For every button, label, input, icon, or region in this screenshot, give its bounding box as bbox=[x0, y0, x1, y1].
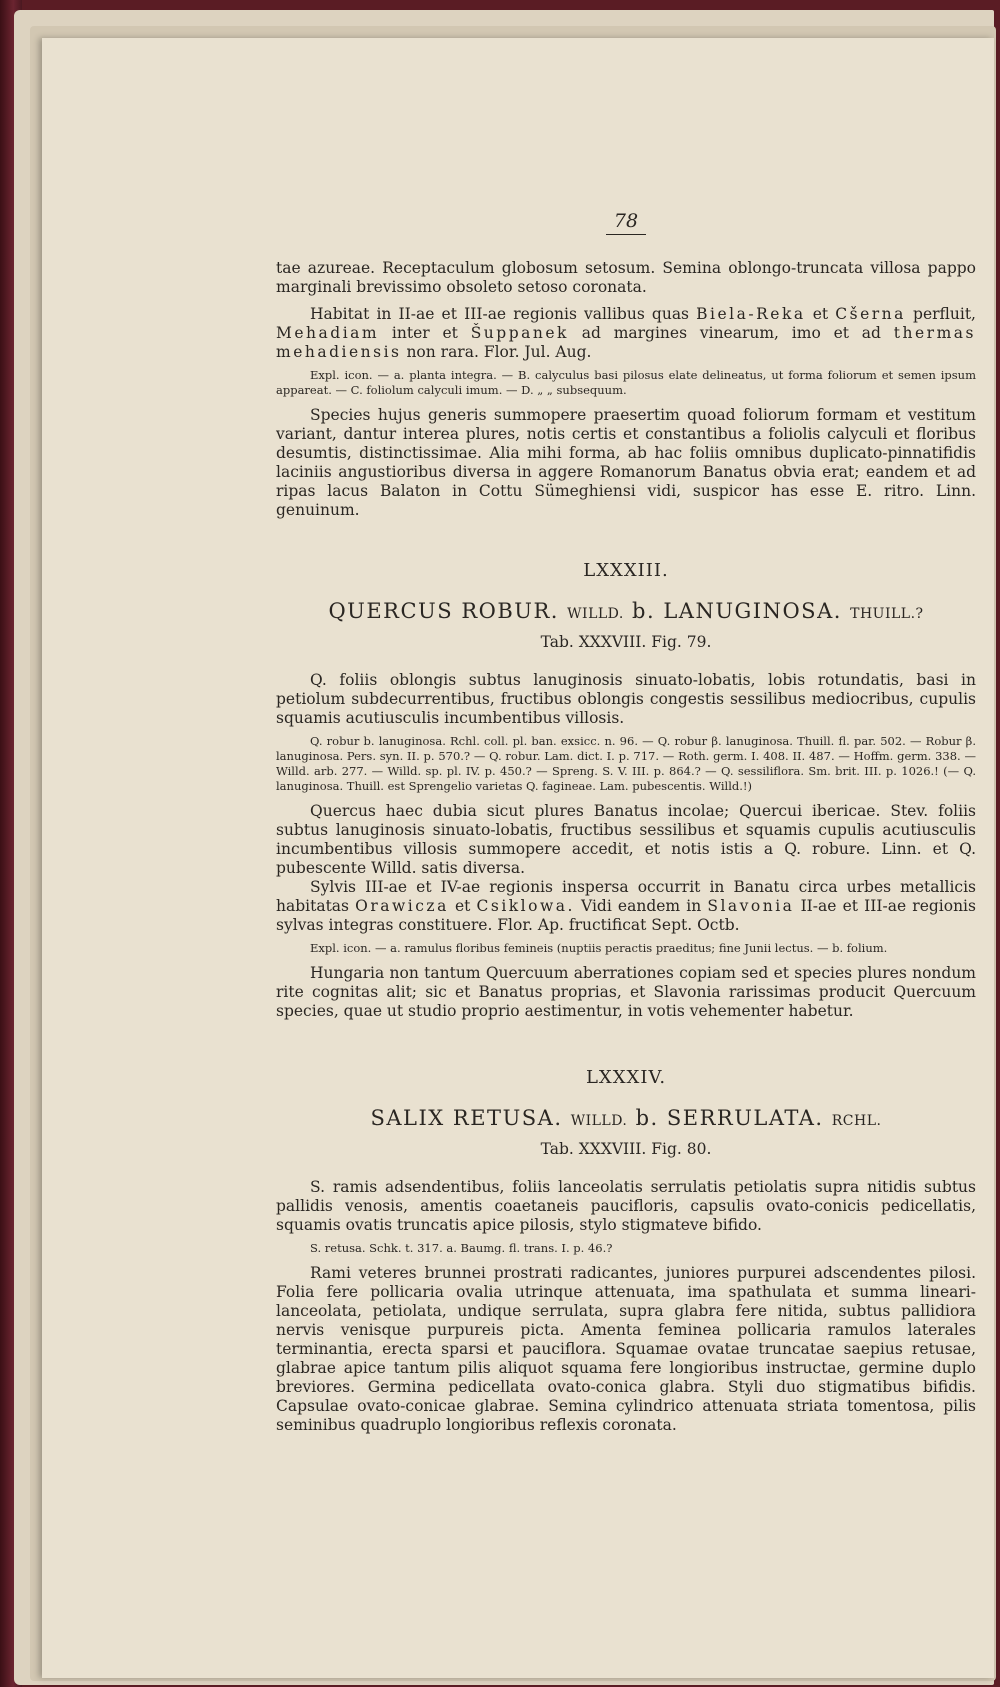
diagnosis-paragraph: Q. foliis oblongis subtus lanuginosis sinuato-lobatis, lobis rotundatis, basi in petiolum subdecurrentibus, fructibus oblongis congestis sessilibus mediocribus, cupulis squamis acutiusculis incumbentibus villosis. bbox=[276, 671, 976, 727]
synonymy-paragraph: S. retusa. Schk. t. 317. a. Baumg. fl. trans. I. p. 46.? bbox=[310, 1241, 613, 1255]
habitat-paragraph: Habitat in II-ae et III-ae regionis vallibus quas Biela-Reka et Cšerna perfluit, Mehadiam inter et Šuppanek ad margines vinearum, imo et ad thermas mehadiensis non rara. Flor. Jul. Aug. bbox=[276, 305, 976, 361]
species-title: QUERCUS ROBUR. WILLD. b. LANUGINOSA. THUILL.? bbox=[328, 599, 924, 623]
plate-reference: Tab. XXXVIII. Fig. 79. bbox=[540, 633, 712, 651]
figure-explanation: Expl. icon. — a. ramulus floribus femineis (nuptiis peractis praeditus; fine Junii lectus. — b. folium. bbox=[310, 941, 888, 955]
page-content bbox=[276, 170, 976, 1435]
species-paragraph: Species hujus generis summopere praesertim quoad foliorum formam et vestitum variant, dantur interea plures, notis certis et constantibus a foliolis calyculi et floribus desumtis, distinctissimae. Alia mihi forma, ab hac foliis omnibus duplicato-pinnatifidis laciniis angustioribus diversa in aggere Romanorum Banatus obvia erat; eandem et ad ripas lacus Balaton in Cottu Sümeghiensi vidi, suspicor has esse E. ritro. Linn. genuinum. bbox=[276, 406, 976, 519]
description-paragraph: Rami veteres brunnei prostrati radicantes, juniores purpurei adscendentes pilosi. Folia fere pollicaria ovalia utrinque attenuata, ima spathulata et summa lineari-lanceolata, petiolata, undique serrulata, supra glabra fere nitida, subtus pallidiora nervis venisque purpureis picta. Amenta feminea pollicaria ramulos laterales terminantia, erecta sparsi et pauciflora. Squamae ovatae truncatae saepius retusae, glabrae apice tantum pilis aliquot squama fere longioribus instructae, germine duplo breviores. Germina pedicellata ovato-conica glabra. Styli duo stigmatibus bifidis. Capsulae ovato-conicae glabrae. Semina cylindrico attenuata striata tomentosa, pilis seminibus quadruplo longioribus reflexis coronata. bbox=[276, 1264, 976, 1434]
diagnosis-paragraph: S. ramis adsendentibus, foliis lanceolatis serrulatis petiolatis supra nitidis subtus pallidis venosis, amentis coaetaneis paucifloris, capsulis ovato-conicis pedicellatis, squamis ovatis truncatis apice pilosis, stylo stigmateve bifido. bbox=[276, 1178, 976, 1234]
page-number: 78 bbox=[276, 210, 976, 235]
section-number: LXXXIII. bbox=[583, 560, 669, 581]
remarks-paragraph: Hungaria non tantum Quercuum aberrationes copiam sed et species plures nondum rite cognitas alit; sic et Banatus proprias, et Slavonia rarissimas producit Quercuum species, quae ut studio proprio aestimentur, in votis vehementer habetur. bbox=[276, 964, 976, 1020]
intro-paragraph: tae azureae. Receptaculum globosum setosum. Semina oblongo-truncata villosa pappo marginali brevissimo obsoleto setoso coronata. bbox=[276, 259, 976, 296]
habitat-paragraph: Sylvis III-ae et IV-ae regionis inspersa occurrit in Banatu circa urbes metallicis habitatas Orawicza et Csiklowa. Vidi eandem in Slavonia II-ae et III-ae regionis sylvas integras constituere. Flor. Ap. fructificat Sept. Octb. bbox=[276, 878, 976, 934]
species-title: SALIX RETUSA. WILLD. b. SERRULATA. RCHL. bbox=[370, 1106, 882, 1130]
section-number: LXXXIV. bbox=[585, 1067, 667, 1088]
discussion-paragraph: Quercus haec dubia sicut plures Banatus incolae; Quercui ibericae. Stev. foliis subtus lanuginosis sinuato-lobatis, fructibus sessilibus et squamis cupulis acutiusculis incumbentibus villosis summopere accedit, et notis istis a Q. robure. Linn. et Q. pubescente Willd. satis diversa. bbox=[276, 802, 976, 877]
synonymy-paragraph: Q. robur b. lanuginosa. Rchl. coll. pl. ban. exsicc. n. 96. — Q. robur β. lanuginosa. Thuill. fl. par. 502. — Robur β. lanuginosa. Pers. syn. II. p. 570.? — Q. robur. Lam. dict. I. p. 717. — Roth. germ. I. 408. II. 487. — Hoffm. germ. 338. — Willd. arb. 277. — Willd. sp. pl. IV. p. 450.? — Spreng. S. V. III. p. 864.? — Q. sessiliflora. Sm. brit. III. p. 1026.! (— Q. lanuginosa. Thuill. est Sprengelio varietas Q. fagineae. Lam. pubescentis. Willd.!) bbox=[276, 734, 976, 793]
plate-reference: Tab. XXXVIII. Fig. 80. bbox=[540, 1140, 712, 1158]
figure-explanation: Expl. icon. — a. planta integra. — B. calyculus basi pilosus elate delineatus, ut forma foliorum et semen ipsum appareat. — C. foliolum calyculi imum. — D. „ „ subsequum. bbox=[276, 368, 976, 397]
